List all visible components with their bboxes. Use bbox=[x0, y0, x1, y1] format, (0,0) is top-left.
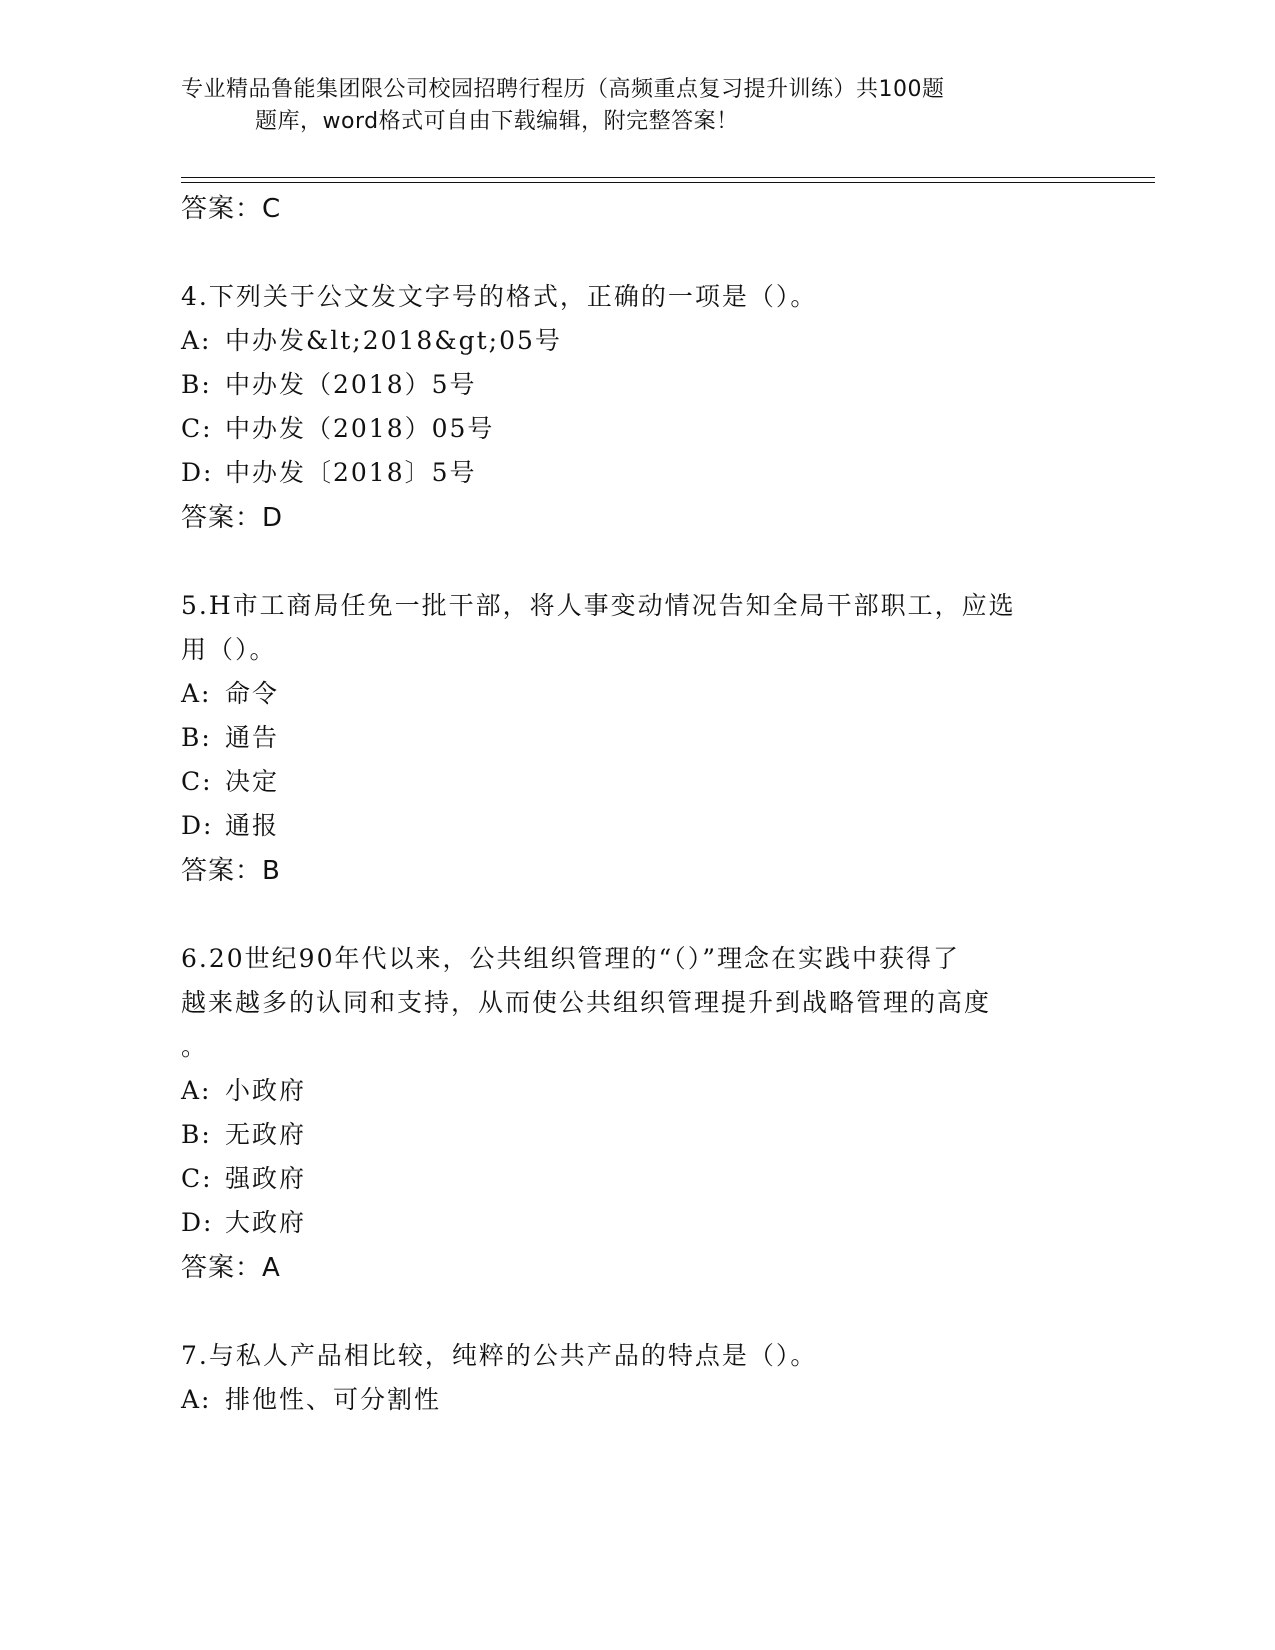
answer-line: 答案：C bbox=[181, 194, 282, 224]
header-title-line-1: 专业精品鲁能集团限公司校园招聘行程历（高频重点复习提升训练）共100题 bbox=[181, 77, 945, 102]
option-letter: A: bbox=[181, 679, 212, 708]
question-text: 5.H市工商局任免一批干部，将人事变动情况告知全局干部职工，应选 bbox=[181, 591, 1016, 620]
option-letter: D: bbox=[181, 1208, 214, 1237]
option-text: 中办发（2018）5号 bbox=[225, 370, 477, 399]
header-title-line-2: 题库，word格式可自由下载编辑，附完整答案！ bbox=[255, 109, 739, 134]
option-letter: D: bbox=[181, 458, 214, 487]
question-6 bbox=[181, 937, 1081, 1291]
option-d bbox=[181, 804, 1081, 848]
option-text: 决定 bbox=[225, 767, 280, 796]
header-rule-bottom bbox=[181, 182, 1155, 183]
option-text: 排他性、可分割性 bbox=[225, 1385, 442, 1414]
option-a bbox=[181, 1378, 1081, 1422]
option-letter: B: bbox=[181, 370, 212, 399]
option-d bbox=[181, 451, 1081, 495]
option-letter: A: bbox=[181, 1385, 212, 1414]
option-text: 大政府 bbox=[225, 1208, 307, 1237]
option-text: 无政府 bbox=[225, 1120, 307, 1149]
question-5 bbox=[181, 584, 1081, 894]
question-text: 4.下列关于公文发文字号的格式，正确的一项是（）。 bbox=[181, 282, 818, 311]
option-letter: B: bbox=[181, 723, 212, 752]
option-b bbox=[181, 716, 1081, 760]
option-text: 中办发〔2018〕5号 bbox=[225, 458, 477, 487]
header-rule-top bbox=[181, 177, 1155, 178]
answer-line: 答案：B bbox=[181, 856, 281, 886]
option-text: 小政府 bbox=[225, 1076, 307, 1105]
option-letter: C: bbox=[181, 767, 213, 796]
question-7 bbox=[181, 1334, 1081, 1422]
option-text: 通报 bbox=[225, 811, 280, 840]
question-list bbox=[181, 186, 1081, 1422]
option-b bbox=[181, 363, 1081, 407]
option-b bbox=[181, 1113, 1081, 1157]
question-text: 用（）。 bbox=[181, 635, 277, 664]
option-letter: C: bbox=[181, 414, 213, 443]
question-text: 7.与私人产品相比较，纯粹的公共产品的特点是（）。 bbox=[181, 1341, 818, 1370]
option-c bbox=[181, 407, 1081, 451]
document-header bbox=[181, 74, 1081, 138]
option-a bbox=[181, 319, 1081, 363]
option-d bbox=[181, 1201, 1081, 1245]
option-text: 通告 bbox=[225, 723, 280, 752]
answer-line: 答案：D bbox=[181, 503, 284, 533]
question-text: 6.20世纪90年代以来，公共组织管理的“（）”理念在实践中获得了 bbox=[181, 944, 961, 973]
answer-line: 答案：A bbox=[181, 1253, 281, 1283]
option-letter: D: bbox=[181, 811, 214, 840]
question-text: 。 bbox=[181, 1032, 209, 1061]
question-4 bbox=[181, 275, 1081, 541]
option-text: 中办发（2018）05号 bbox=[225, 414, 495, 443]
option-letter: A: bbox=[181, 326, 212, 355]
option-c bbox=[181, 1157, 1081, 1201]
option-letter: C: bbox=[181, 1164, 213, 1193]
option-c bbox=[181, 760, 1081, 804]
option-letter: A: bbox=[181, 1076, 212, 1105]
option-text: 中办发&lt;2018&gt;05号 bbox=[225, 326, 562, 355]
question-text: 越来越多的认同和支持，从而使公共组织管理提升到战略管理的高度 bbox=[181, 988, 992, 1017]
option-a bbox=[181, 1069, 1081, 1113]
option-a bbox=[181, 672, 1081, 716]
option-text: 命令 bbox=[225, 679, 280, 708]
option-text: 强政府 bbox=[225, 1164, 307, 1193]
option-letter: B: bbox=[181, 1120, 212, 1149]
